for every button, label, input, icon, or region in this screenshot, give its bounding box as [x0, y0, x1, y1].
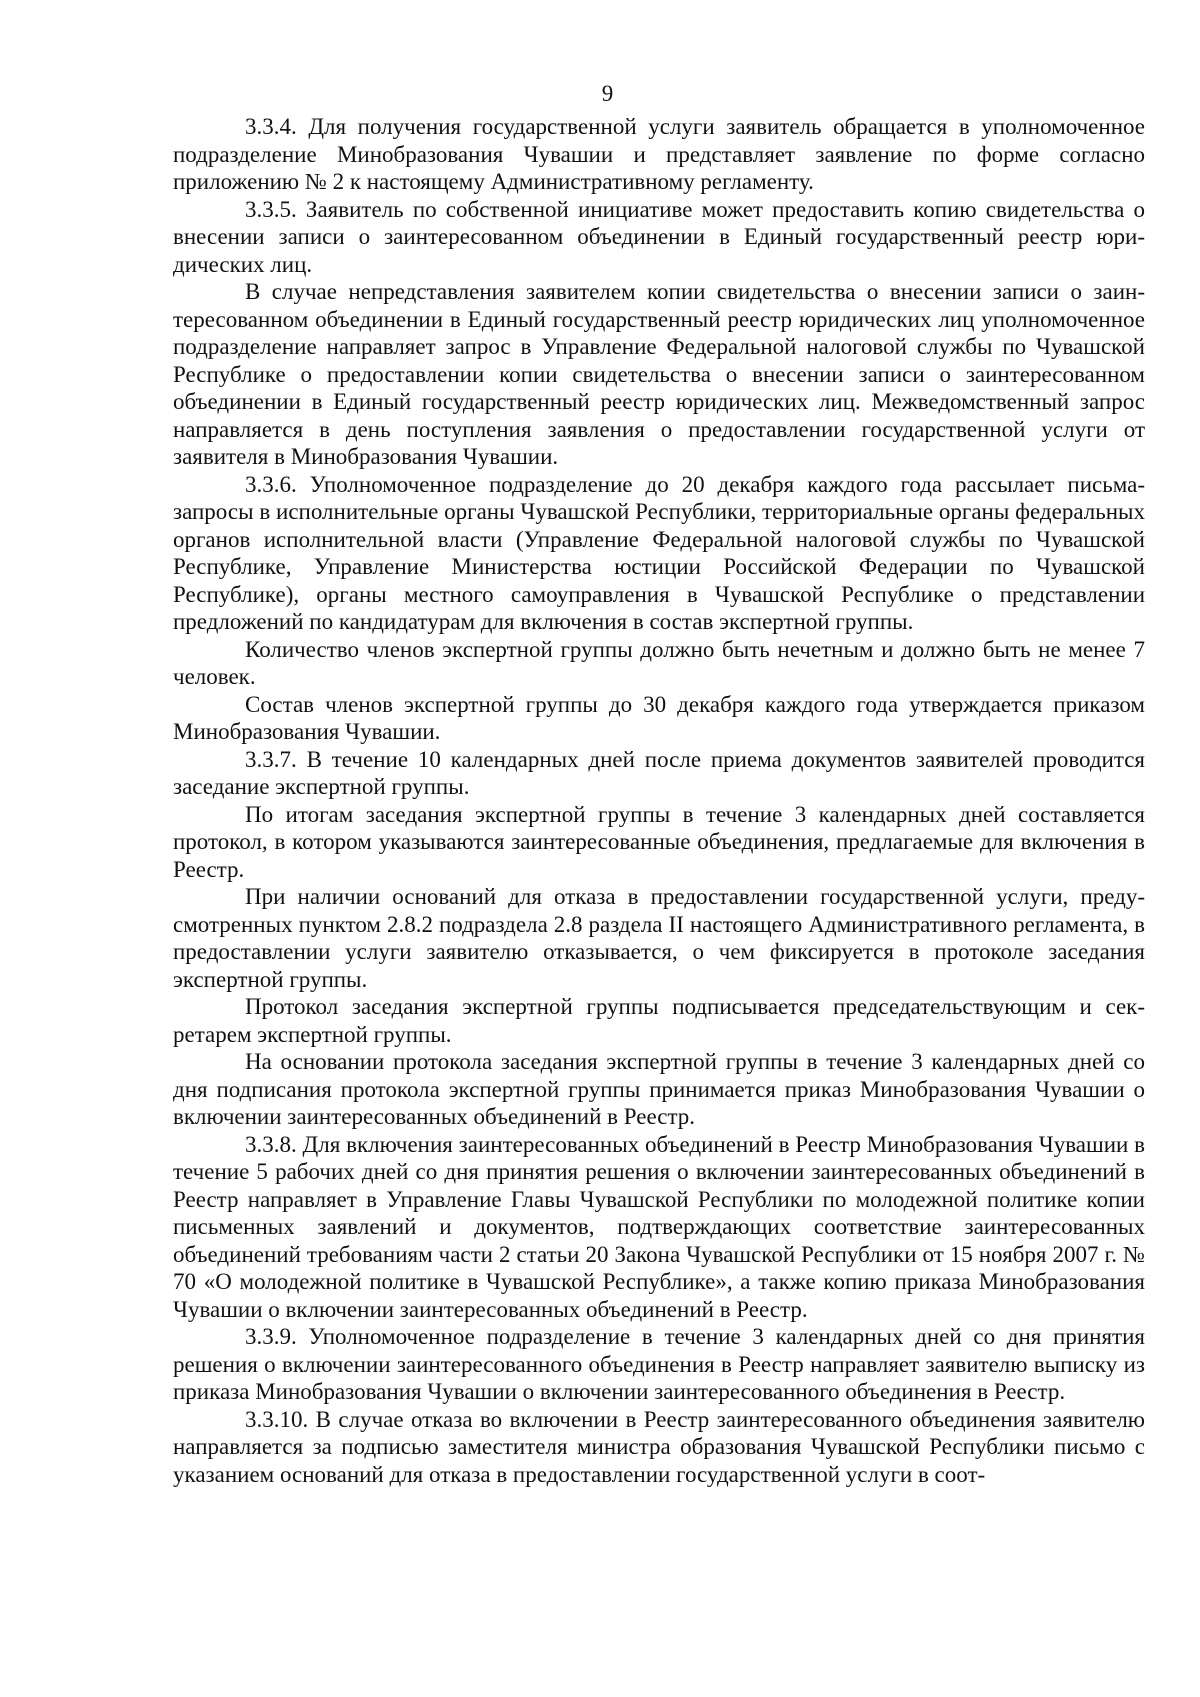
- page-number: 9: [601, 81, 614, 106]
- paragraph-order-adoption: На основании протокола заседания экспертной группы в течение 3 календарных дней со дня подписания протокола экспертной группы принимается приказ Минобразования Чувашии о включении заинтересованных объединений в Реестр.: [173, 1049, 1145, 1129]
- paragraph-refusal-grounds: При наличии оснований для отказа в предоставлении государственной услуги, предусмотренных пунктом 2.8.2 подраздела 2.8 раздела II настоящего Административного регламента, в предоставлении услуги заявителю отказывается, о чем фиксируется в протоколе заседания экспертной группы.: [173, 884, 1145, 992]
- paragraph-3-3-9: 3.3.9. Уполномоченное подразделение в течение 3 календарных дней со дня принятия решения о включении заинтересованного объединения в Реестр направляет заявителю выписку из приказа Минобразования Чувашии о включении заинтересованного объединения в Реестр.: [173, 1324, 1145, 1404]
- paragraph-meeting-protocol: По итогам заседания экспертной группы в течение 3 календарных дней составляется протокол, в котором указываются заинтересованные объединения, предлагаемые для включения в Реестр.: [173, 801, 1145, 882]
- paragraph-non-submission: В случае непредставления заявителем копии свидетельства о внесении записи о заинтересованном объединении в Единый государственный реестр юридических лиц уполномоченное подразделение направляет запрос в Управление Федеральной налоговой службы по Чувашской Республике о предоставлении копии свидетельства о внесении записи о заинтересованном объединении в Единый государственный реестр юридических лиц. Межведомственный запрос направляется в день поступления заявления о предоставлении государственной услуги от заявителя в Минобразования Чувашии.: [173, 279, 1145, 469]
- paragraph-3-3-4: 3.3.4. Для получения государственной услуги заявитель обращается в уполномоченное подразделение Минобразования Чувашии и представляет заявление по форме согласно приложению № 2 к настоящему Административному регламенту.: [173, 114, 1145, 194]
- paragraph-expert-group-size: Количество членов экспертной группы должно быть нечетным и должно быть не менее 7 человек.: [173, 636, 1145, 689]
- paragraph-3-3-7: 3.3.7. В течение 10 календарных дней после приема документов заявителей проводится заседание экспертной группы.: [173, 746, 1145, 799]
- paragraph-3-3-5: 3.3.5. Заявитель по собственной инициативе может предоставить копию свидетельства о внесении записи о заинтересованном объединении в Единый государственный реестр юридических лиц.: [173, 196, 1145, 277]
- document-body: [173, 113, 1145, 1488]
- paragraph-3-3-8: 3.3.8. Для включения заинтересованных объединений в Реестр Минобразования Чувашии в течение 5 рабочих дней со дня принятия решения о включении заинтересованных объединений в Реестр направляет в Управление Главы Чувашской Республики по молодежной политике копии письменных заявлений и документов, подтверждающих соответствие заинтересованных объединений требованиям части 2 статьи 20 Закона Чувашской Республики от 15 ноября 2007 г. № 70 «О молодежной политике в Чувашской Республике», а также копию приказа Минобразования Чувашии о включении заинтересованных объединений в Реестр.: [173, 1131, 1145, 1322]
- paragraph-3-3-10: 3.3.10. В случае отказа во включении в Реестр заинтересованного объединения заявителю направляется за подписью заместителя министра образования Чувашской Республики письмо с указанием оснований для отказа в предоставлении государственной услуги в соот-: [173, 1406, 1145, 1487]
- paragraph-protocol-signing: Протокол заседания экспертной группы подписывается председательствующим и секретарем экспертной группы.: [173, 994, 1145, 1047]
- paragraph-expert-group-approval: Состав членов экспертной группы до 30 декабря каждого года утверждается приказом Минобразования Чувашии.: [173, 691, 1145, 744]
- paragraph-3-3-6: 3.3.6. Уполномоченное подразделение до 20 декабря каждого года рассылает письма-запросы в исполнительные органы Чувашской Республики, территориальные органы федеральных органов исполнительной власти (Управление Федеральной налоговой службы по Чувашской Республике, Управление Министерства юстиции Российской Федерации по Чувашской Республике), органы местного самоуправления в Чувашской Республике о представлении предложений по кандидатурам для включения в состав экспертной группы.: [173, 471, 1145, 634]
